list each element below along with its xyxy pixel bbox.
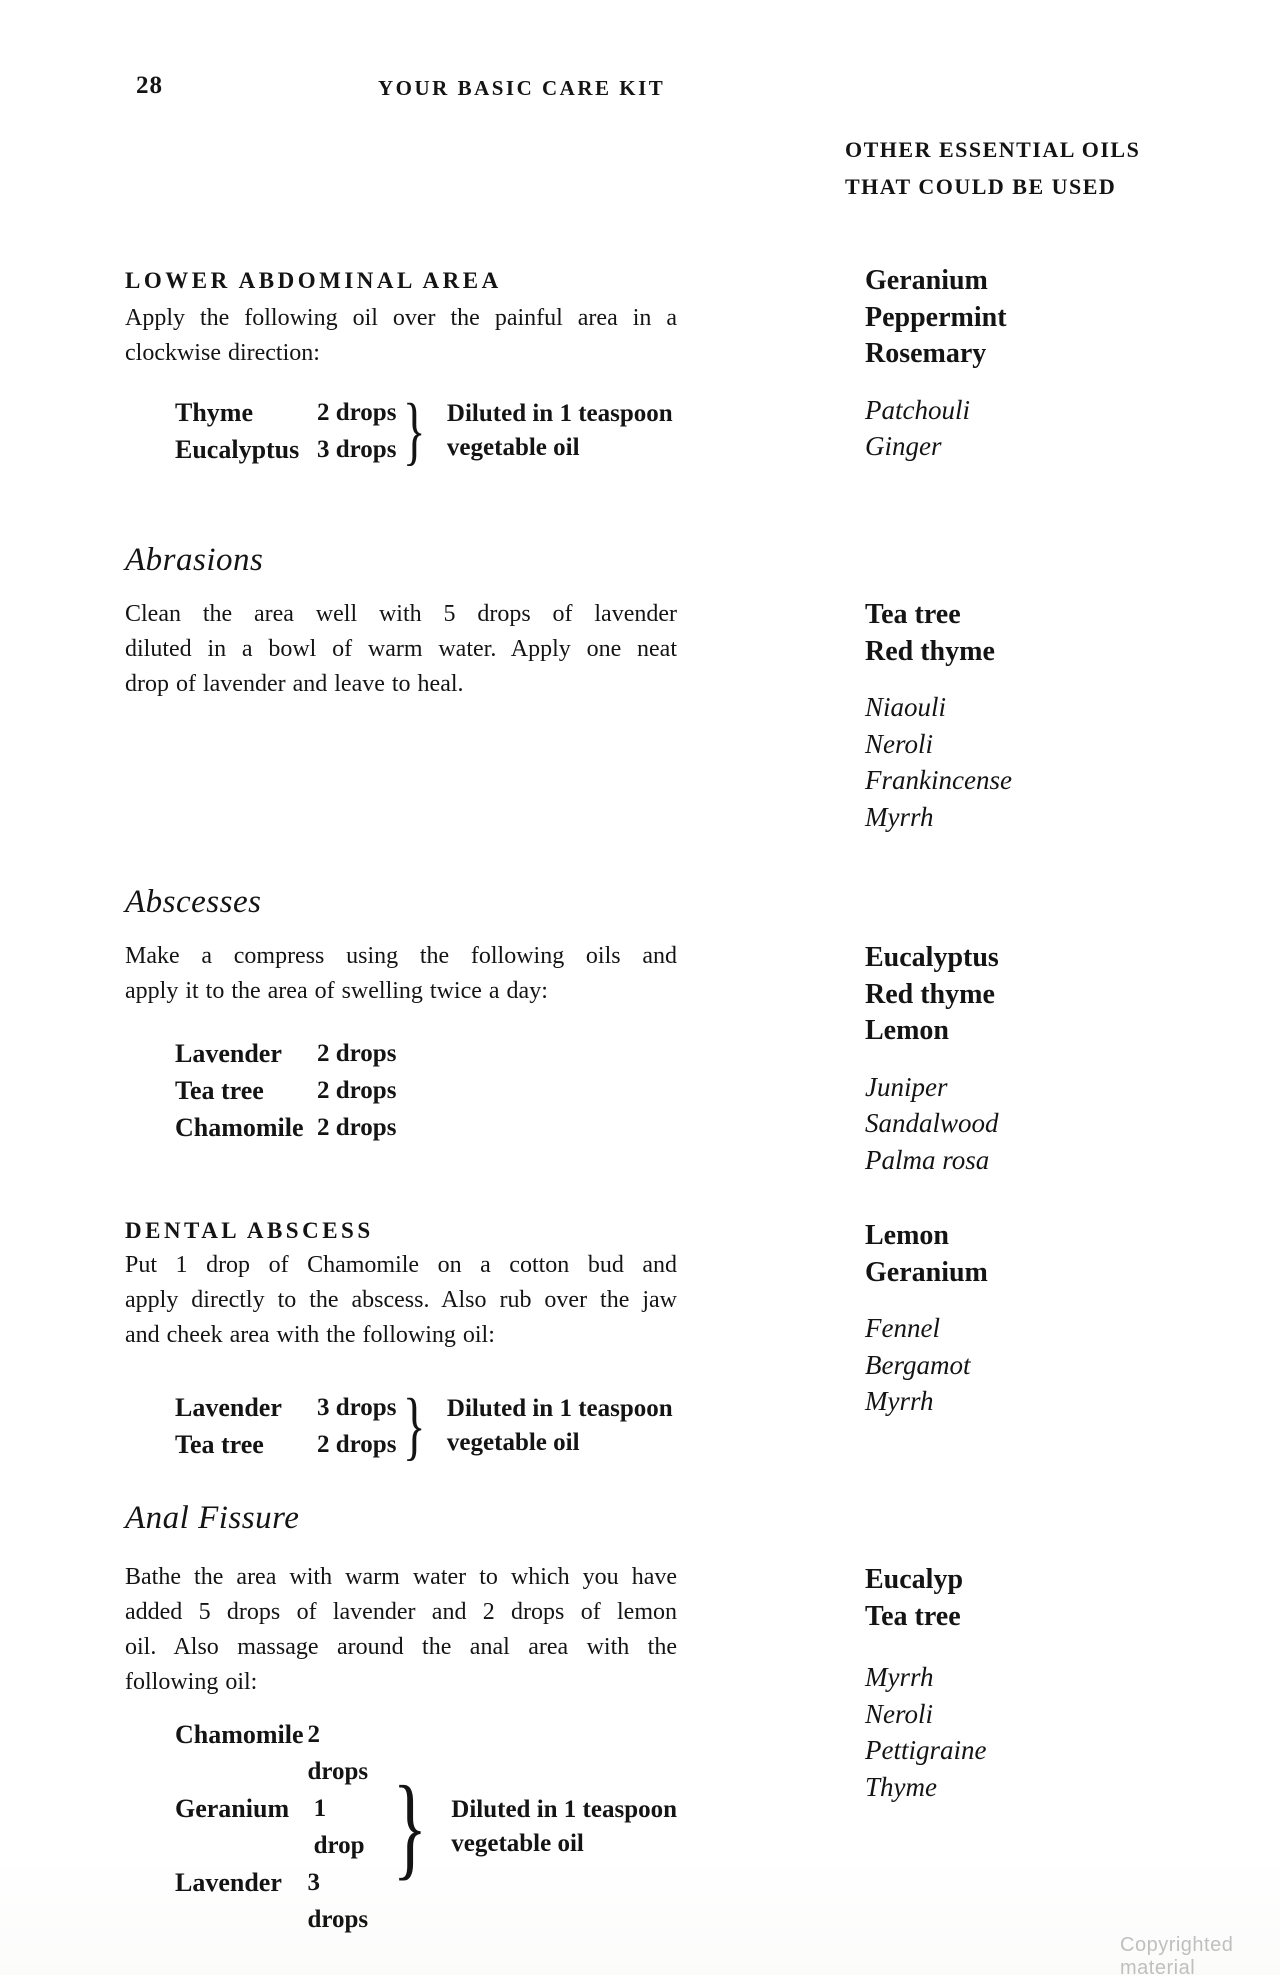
curly-brace-glyph: } (392, 1762, 427, 1891)
other-oil-primary: Rosemary (865, 338, 987, 369)
other-oil-primary: Tea tree (865, 1600, 961, 1632)
recipe-row (175, 1389, 396, 1426)
recipe-oil-name: Chamomile (175, 1720, 304, 1749)
recipe-oil-name: Lavender (175, 1393, 282, 1422)
other-oil-secondary: Fennel (865, 1313, 940, 1343)
list-gap (865, 1635, 1195, 1659)
section-heading: LOWER ABDOMINAL AREA (125, 268, 502, 293)
list-gap (865, 373, 1195, 392)
oil-recipe (175, 1716, 677, 1938)
other-oil-secondary: Thyme (865, 1771, 937, 1802)
other-oil-secondary: Pettigraine (865, 1735, 987, 1765)
recipe-note-line: vegetable oil (446, 1429, 580, 1456)
section-abscesses (125, 882, 677, 1146)
section-lower-abdominal-area (125, 266, 677, 473)
other-oil-primary: Red thyme (865, 635, 995, 667)
recipe-oil-name: Lavender (175, 1039, 282, 1068)
other-oil-secondary: Sandalwood (865, 1108, 999, 1138)
recipe-dilution-note (447, 397, 673, 465)
recipe-row (175, 1864, 382, 1938)
recipe-row (175, 1426, 396, 1463)
section-anal-fissure (125, 1498, 677, 1938)
list-gap (865, 1050, 1195, 1069)
recipe-dilution-note (451, 1793, 677, 1861)
other-oils-anal-fissure (865, 1562, 1195, 1805)
section-heading: Abrasions (125, 542, 264, 578)
other-oil-primary: Tea tree (865, 599, 961, 630)
other-oils-lower-abdominal (865, 263, 1195, 465)
recipe-rows (175, 1389, 396, 1463)
body-line: added 5 drops of lavender and 2 drops of lemon (125, 1599, 677, 1625)
oil-recipe (175, 388, 677, 473)
other-oil-secondary: Bergamot (865, 1349, 971, 1380)
section-abrasions (125, 540, 677, 702)
other-oil-primary: Eucalyp (865, 1564, 964, 1595)
other-oil-secondary: Juniper (865, 1071, 948, 1102)
recipe-row (175, 1716, 382, 1790)
recipe-oil-name: Tea tree (175, 1076, 264, 1105)
other-oils-header-line: OTHER ESSENTIAL OILS (845, 137, 1141, 162)
other-oil-primary: Geranium (865, 1256, 988, 1288)
other-oil-secondary: Patchouli (865, 394, 970, 425)
oil-recipe (175, 1383, 677, 1468)
copyright-watermark: Copyrighted material (1120, 1934, 1234, 1979)
oil-recipe (175, 1035, 677, 1146)
other-oils-header-line: THAT COULD BE USED (845, 174, 1117, 199)
recipe-oil-qty: 2 drops (317, 399, 397, 426)
other-oil-secondary: Myrrh (865, 1662, 934, 1692)
recipe-oil-name: Thyme (175, 398, 253, 427)
other-oils-column-header (845, 131, 1205, 205)
other-oils-dental-abscess (865, 1218, 1195, 1420)
other-oil-primary: Peppermint (865, 301, 1007, 333)
other-oils-abscesses (865, 940, 1195, 1178)
list-gap (865, 1291, 1195, 1310)
section-heading: Abscesses (125, 884, 262, 920)
other-oil-primary: Geranium (865, 265, 988, 296)
recipe-oil-name: Geranium (175, 1794, 290, 1823)
other-oil-secondary: Ginger (865, 431, 942, 461)
recipe-dilution-note (447, 1392, 673, 1460)
other-oil-secondary: Frankincense (865, 765, 1012, 795)
other-oil-secondary: Myrrh (865, 801, 934, 832)
recipe-oil-name: Lavender (175, 1868, 282, 1897)
body-line: diluted in a bowl of warm water. Apply one neat (125, 636, 677, 662)
recipe-note-line: vegetable oil (446, 434, 580, 461)
recipe-oil-qty: 2 drops (317, 1114, 397, 1141)
running-title: YOUR BASIC CARE KIT (378, 76, 666, 100)
section-heading: DENTAL ABSCESS (125, 1218, 374, 1243)
body-line: apply directly to the abscess. Also rub over the jaw (125, 1287, 677, 1313)
recipe-note-line: Diluted in 1 teaspoon (446, 1395, 673, 1422)
other-oil-secondary: Myrrh (865, 1386, 934, 1416)
recipe-row (175, 1790, 382, 1864)
recipe-oil-qty: 3 drops (317, 1394, 397, 1421)
body-line: Make a compress using the following oils and (125, 943, 677, 969)
recipe-note-line: Diluted in 1 teaspoon (451, 1796, 677, 1823)
recipe-oil-qty: 2 drops (317, 1431, 397, 1458)
recipe-oil-qty: 2 drops (307, 1721, 369, 1785)
other-oils-abrasions (865, 597, 1195, 835)
recipe-oil-qty: 3 drops (317, 436, 397, 463)
other-oil-primary: Lemon (865, 1015, 949, 1046)
body-line: clockwise direction: (125, 340, 320, 366)
other-oil-primary: Eucalyptus (865, 942, 999, 973)
recipe-rows (175, 1716, 382, 1938)
recipe-note-line: vegetable oil (451, 1830, 584, 1857)
body-line: Bathe the area with warm water to which you have (125, 1564, 677, 1590)
body-line: apply it to the area of swelling twice a day: (125, 978, 548, 1004)
body-line: following oil: (125, 1669, 258, 1695)
other-oil-primary: Red thyme (865, 978, 995, 1010)
other-oil-secondary: Palma rosa (865, 1144, 990, 1175)
curly-brace-glyph: } (403, 1383, 426, 1468)
list-gap (865, 670, 1195, 689)
body-line: and cheek area with the following oil: (125, 1322, 495, 1348)
recipe-oil-qty: 3 drops (307, 1869, 369, 1933)
body-line: oil. Also massage around the anal area with the (125, 1634, 677, 1660)
recipe-oil-name: Eucalyptus (175, 435, 300, 464)
body-line: Apply the following oil over the painful area in a (125, 305, 677, 331)
recipe-row (175, 1109, 396, 1146)
other-oil-secondary: Niaouli (865, 692, 947, 722)
body-line: drop of lavender and leave to heal. (125, 671, 464, 697)
section-dental-abscess (125, 1216, 677, 1468)
other-oil-secondary: Neroli (865, 728, 934, 759)
recipe-row (175, 431, 396, 468)
body-line: Clean the area well with 5 drops of lavender (125, 601, 677, 627)
section-heading: Anal Fissure (125, 1500, 300, 1536)
recipe-rows (175, 394, 396, 468)
recipe-rows (175, 1035, 396, 1146)
curly-brace-glyph: } (403, 388, 426, 473)
other-oil-primary: Lemon (865, 1220, 949, 1251)
recipe-note-line: Diluted in 1 teaspoon (446, 400, 673, 427)
recipe-row (175, 1035, 396, 1072)
other-oil-secondary: Neroli (865, 1698, 934, 1729)
page-number: 28 (136, 72, 163, 99)
recipe-row (175, 1072, 396, 1109)
recipe-oil-qty: 2 drops (317, 1040, 397, 1067)
recipe-oil-name: Tea tree (175, 1430, 264, 1459)
recipe-oil-qty: 1 drop (313, 1795, 365, 1859)
recipe-oil-name: Chamomile (175, 1113, 304, 1142)
body-line: Put 1 drop of Chamomile on a cotton bud and (125, 1252, 677, 1278)
recipe-oil-qty: 2 drops (317, 1077, 397, 1104)
recipe-row (175, 394, 396, 431)
